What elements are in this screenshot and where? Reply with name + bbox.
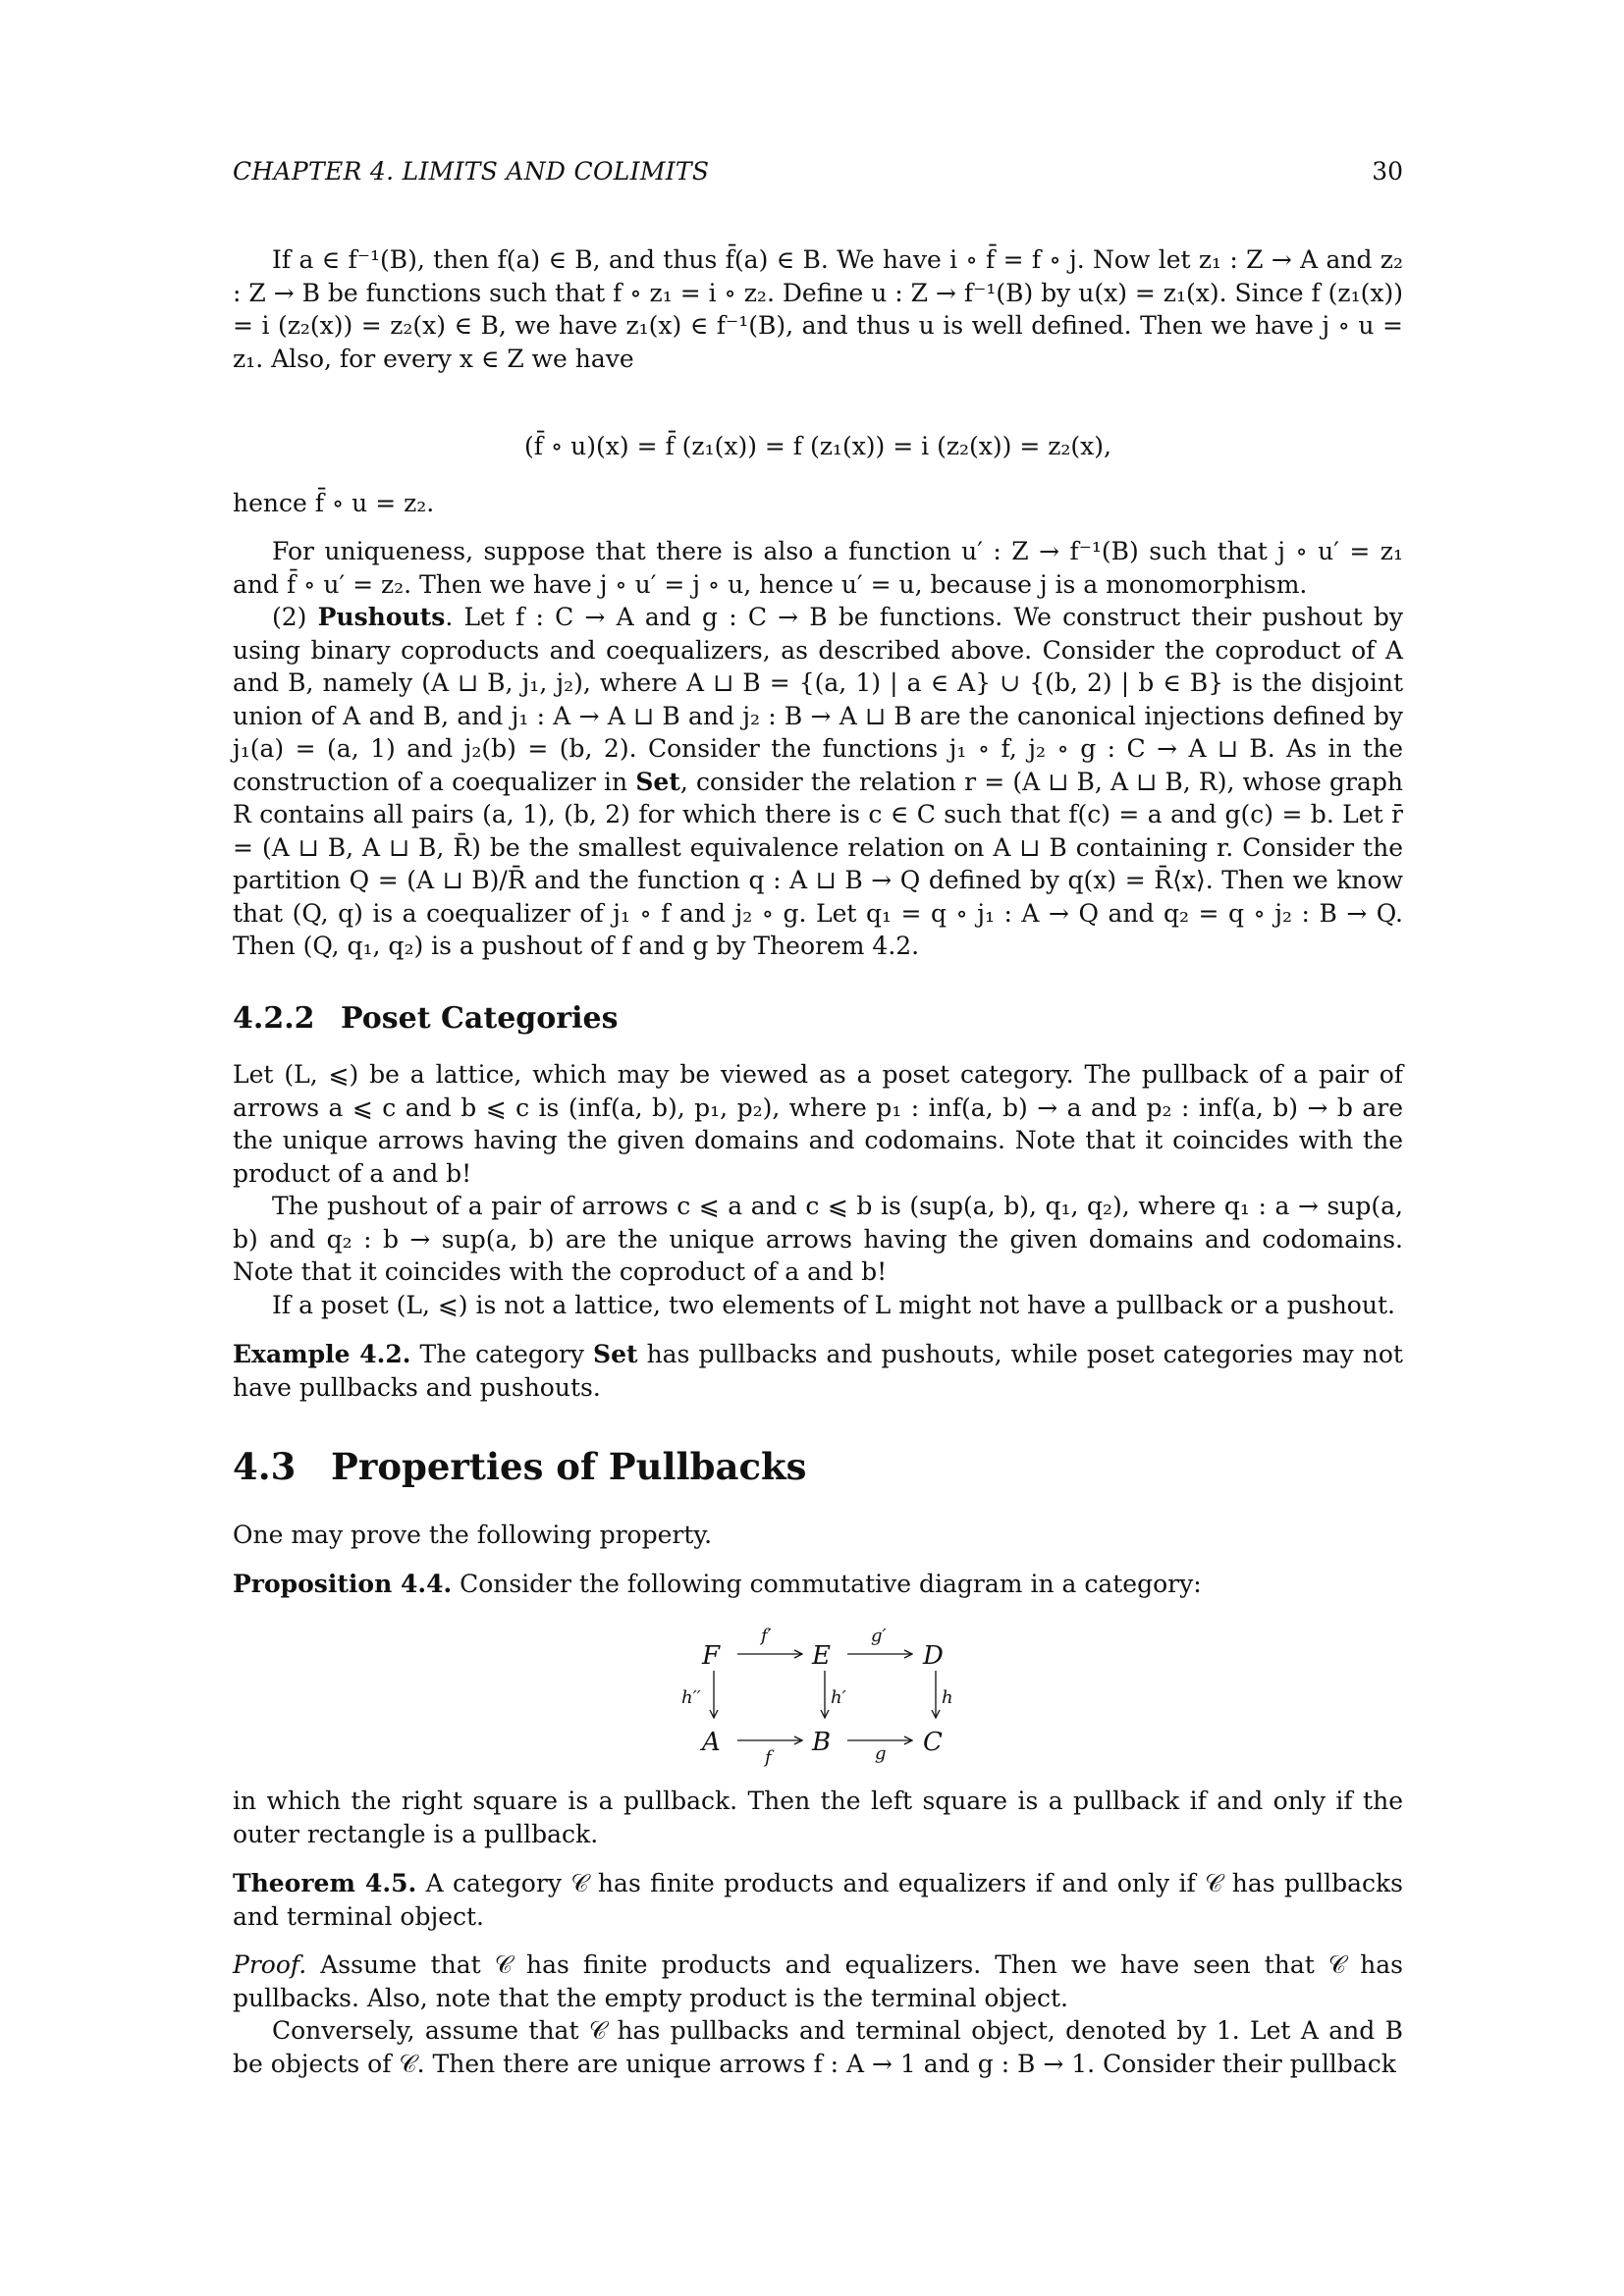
theorem-4-5: [233, 1867, 1403, 1933]
paragraph-text: , consider the relation r = (A ⊔ B, A ⊔ B, R), whose graph R contains all pairs (a, 1), (b, 2) for which there is c ∈ C such that f(c) = a and g(c) = b. Let r̄ = (A ⊔ B, A ⊔ B, R̄) be the smallest equivalence relation on A ⊔ B containing r. Consider the partition Q = (A ⊔ B)/R̄ and the function q : A ⊔ B → Q defined by q(x) = R̄⟨x⟩. Then we know that (Q, q) is a coequalizer of j₁ ∘ f and j₂ ∘ g. Let q₁ = q ∘ j₁ : A → Q and q₂ = q ∘ j₂ : B → Q. Then (Q, q₁, q₂) is a pushout of f and g by Theorem 4.2.: [233, 767, 1403, 960]
paragraph-text: Consider the following commutative diagram in a category:: [452, 1570, 1202, 1598]
proposition-label: Proposition 4.4.: [233, 1570, 453, 1598]
paragraph-text: If a poset (L, ⩽) is not a lattice, two elements of L might not have a pullback or a pushout.: [272, 1291, 1395, 1319]
proof-converse: [233, 2014, 1403, 2080]
theorem-label: Theorem 4.5.: [233, 1869, 417, 1897]
proof: [233, 1949, 1403, 2014]
paragraph-after-diagram: in which the right square is a pullback. Then the left square is a pullback if and only if the outer rectangle is a pullback.: [233, 1787, 1403, 1848]
paragraph-text: The pushout of a pair of arrows c ⩽ a and c ⩽ b is (sup(a, b), q₁, q₂), where q₁ : a → sup(a, b) and q₂ : b → sup(a, b) are the unique arrows having the given domains and codomains. Note that it coincides with the coproduct of a and b!: [233, 1192, 1403, 1286]
paragraph-preimage: [233, 243, 1403, 375]
category-set: Set: [635, 767, 680, 796]
paragraph-text: has pullbacks and pushouts, while poset categories may not have pullbacks and pushouts.: [233, 1340, 1403, 1402]
category-set: Set: [593, 1340, 638, 1368]
label-h: h: [942, 1687, 953, 1708]
page-number: 30: [1372, 157, 1403, 186]
node-D: D: [923, 1641, 944, 1671]
section-title: Properties of Pullbacks: [331, 1445, 807, 1488]
node-B: B: [812, 1728, 832, 1757]
paragraph-text: The category: [410, 1340, 594, 1368]
paragraph-text: . Let f : C → A and g : C → B be functions. We construct their pushout by using binary coproducts and coequalizers, as described above. Consider the coproduct of A and B, namely (A ⊔ B, j₁, j₂), where A ⊔ B = {(a, 1) | a ∈ A} ∪ {(b, 2) | b ∈ B} is the disjoint union of A and B, and j₁ : A → A ⊔ B and j₂ : B → A ⊔ B are the canonical injections defined by j₁(a) = (a, 1) and j₂(b) = (b, 2). Consider the functions j₁ ∘ f, j₂ ∘ g : C → A ⊔ B. As in the construction of a coequalizer in: [233, 603, 1404, 796]
paragraph-lattice: Let (L, ⩽) be a lattice, which may be viewed as a poset category. The pullback of a pair of arrows a ⩽ c and b ⩽ c is (inf(a, b), p₁, p₂), where p₁ : inf(a, b) → a and p₂ : inf(a, b) → b are the unique arrows having the given domains and codomains. Note that it coincides with the product of a and b!: [233, 1060, 1403, 1188]
node-C: C: [923, 1728, 943, 1757]
item-number: (2): [272, 603, 318, 631]
paragraph-text: For uniqueness, suppose that there is also a function u′ : Z → f⁻¹(B) such that j ∘ u′ = z₁ and f̄ ∘ u′ = z₂. Then we have j ∘ u′ = j ∘ u, hence u′ = u, because j is a monomorphism.: [233, 537, 1403, 599]
label-h-double-prime: h′′: [681, 1687, 701, 1708]
label-f: f: [765, 1747, 772, 1768]
label-f-prime: f′: [761, 1626, 772, 1646]
node-A: A: [702, 1728, 721, 1757]
section-number: 4.3: [233, 1445, 297, 1488]
display-equation: (f̄ ∘ u)(x) = f̄ (z₁(x)) = f (z₁(x)) = i (z₂(x)) = z₂(x),: [524, 432, 1111, 460]
proposition-4-4: [233, 1568, 1403, 1601]
paragraph-not-lattice: [233, 1289, 1403, 1322]
paragraph-text: A category 𝒞 has finite products and equalizers if and only if 𝒞 has pullbacks and terminal object.: [233, 1869, 1403, 1931]
chapter-title: CHAPTER 4. LIMITS AND COLIMITS: [233, 157, 710, 186]
paragraph-intro: One may prove the following property.: [233, 1521, 713, 1549]
paragraph-text: Conversely, assume that 𝒞 has pullbacks and terminal object, denoted by 1. Let A and B be objects of 𝒞. Then there are unique arrows f : A → 1 and g : B → 1. Consider their pullback: [233, 2016, 1403, 2078]
label-g: g: [875, 1743, 887, 1764]
paragraph-text: If a ∈ f⁻¹(B), then f(a) ∈ B, and thus f̄(a) ∈ B. We have i ∘ f̄ = f ∘ j. Now let z₁ : Z → A and z₂ : Z → B be functions such that f ∘ z₁ = i ∘ z₂. Define u : Z → f⁻¹(B) by u(x) = z₁(x). Since f (z₁(x)) = i (z₂(x)) = z₂(x) ∈ B, we have z₁(x) ∈ f⁻¹(B), and thus u is well defined. Then we have j ∘ u = z₁. Also, for every x ∈ Z we have: [233, 245, 1403, 373]
section-heading: [233, 1445, 806, 1488]
example-label: Example 4.2.: [233, 1340, 411, 1368]
example-4-2: [233, 1338, 1403, 1404]
subsection-title: Poset Categories: [341, 1001, 619, 1036]
node-F: F: [702, 1641, 721, 1671]
label-g-prime: g′: [871, 1626, 887, 1646]
pushouts-heading: Pushouts: [317, 603, 446, 631]
node-E: E: [812, 1641, 831, 1671]
proof-label: Proof.: [233, 1950, 307, 1979]
paragraph-text: Assume that 𝒞 has finite products and equalizers. Then we have seen that 𝒞 has pullbacks. Also, note that the empty product is the terminal object.: [233, 1950, 1403, 2012]
paragraph-uniqueness: [233, 535, 1403, 601]
commutative-diagram: [645, 1620, 989, 1777]
paragraph-pushout-poset: [233, 1190, 1403, 1289]
subsection-heading: [233, 1001, 618, 1036]
running-header: [233, 157, 1403, 186]
subsection-number: 4.2.2: [233, 1001, 315, 1036]
paragraph-hence: hence f̄ ∘ u = z₂.: [233, 489, 435, 517]
paragraph-pushouts: [233, 601, 1403, 963]
label-h-prime: h′: [831, 1687, 846, 1708]
